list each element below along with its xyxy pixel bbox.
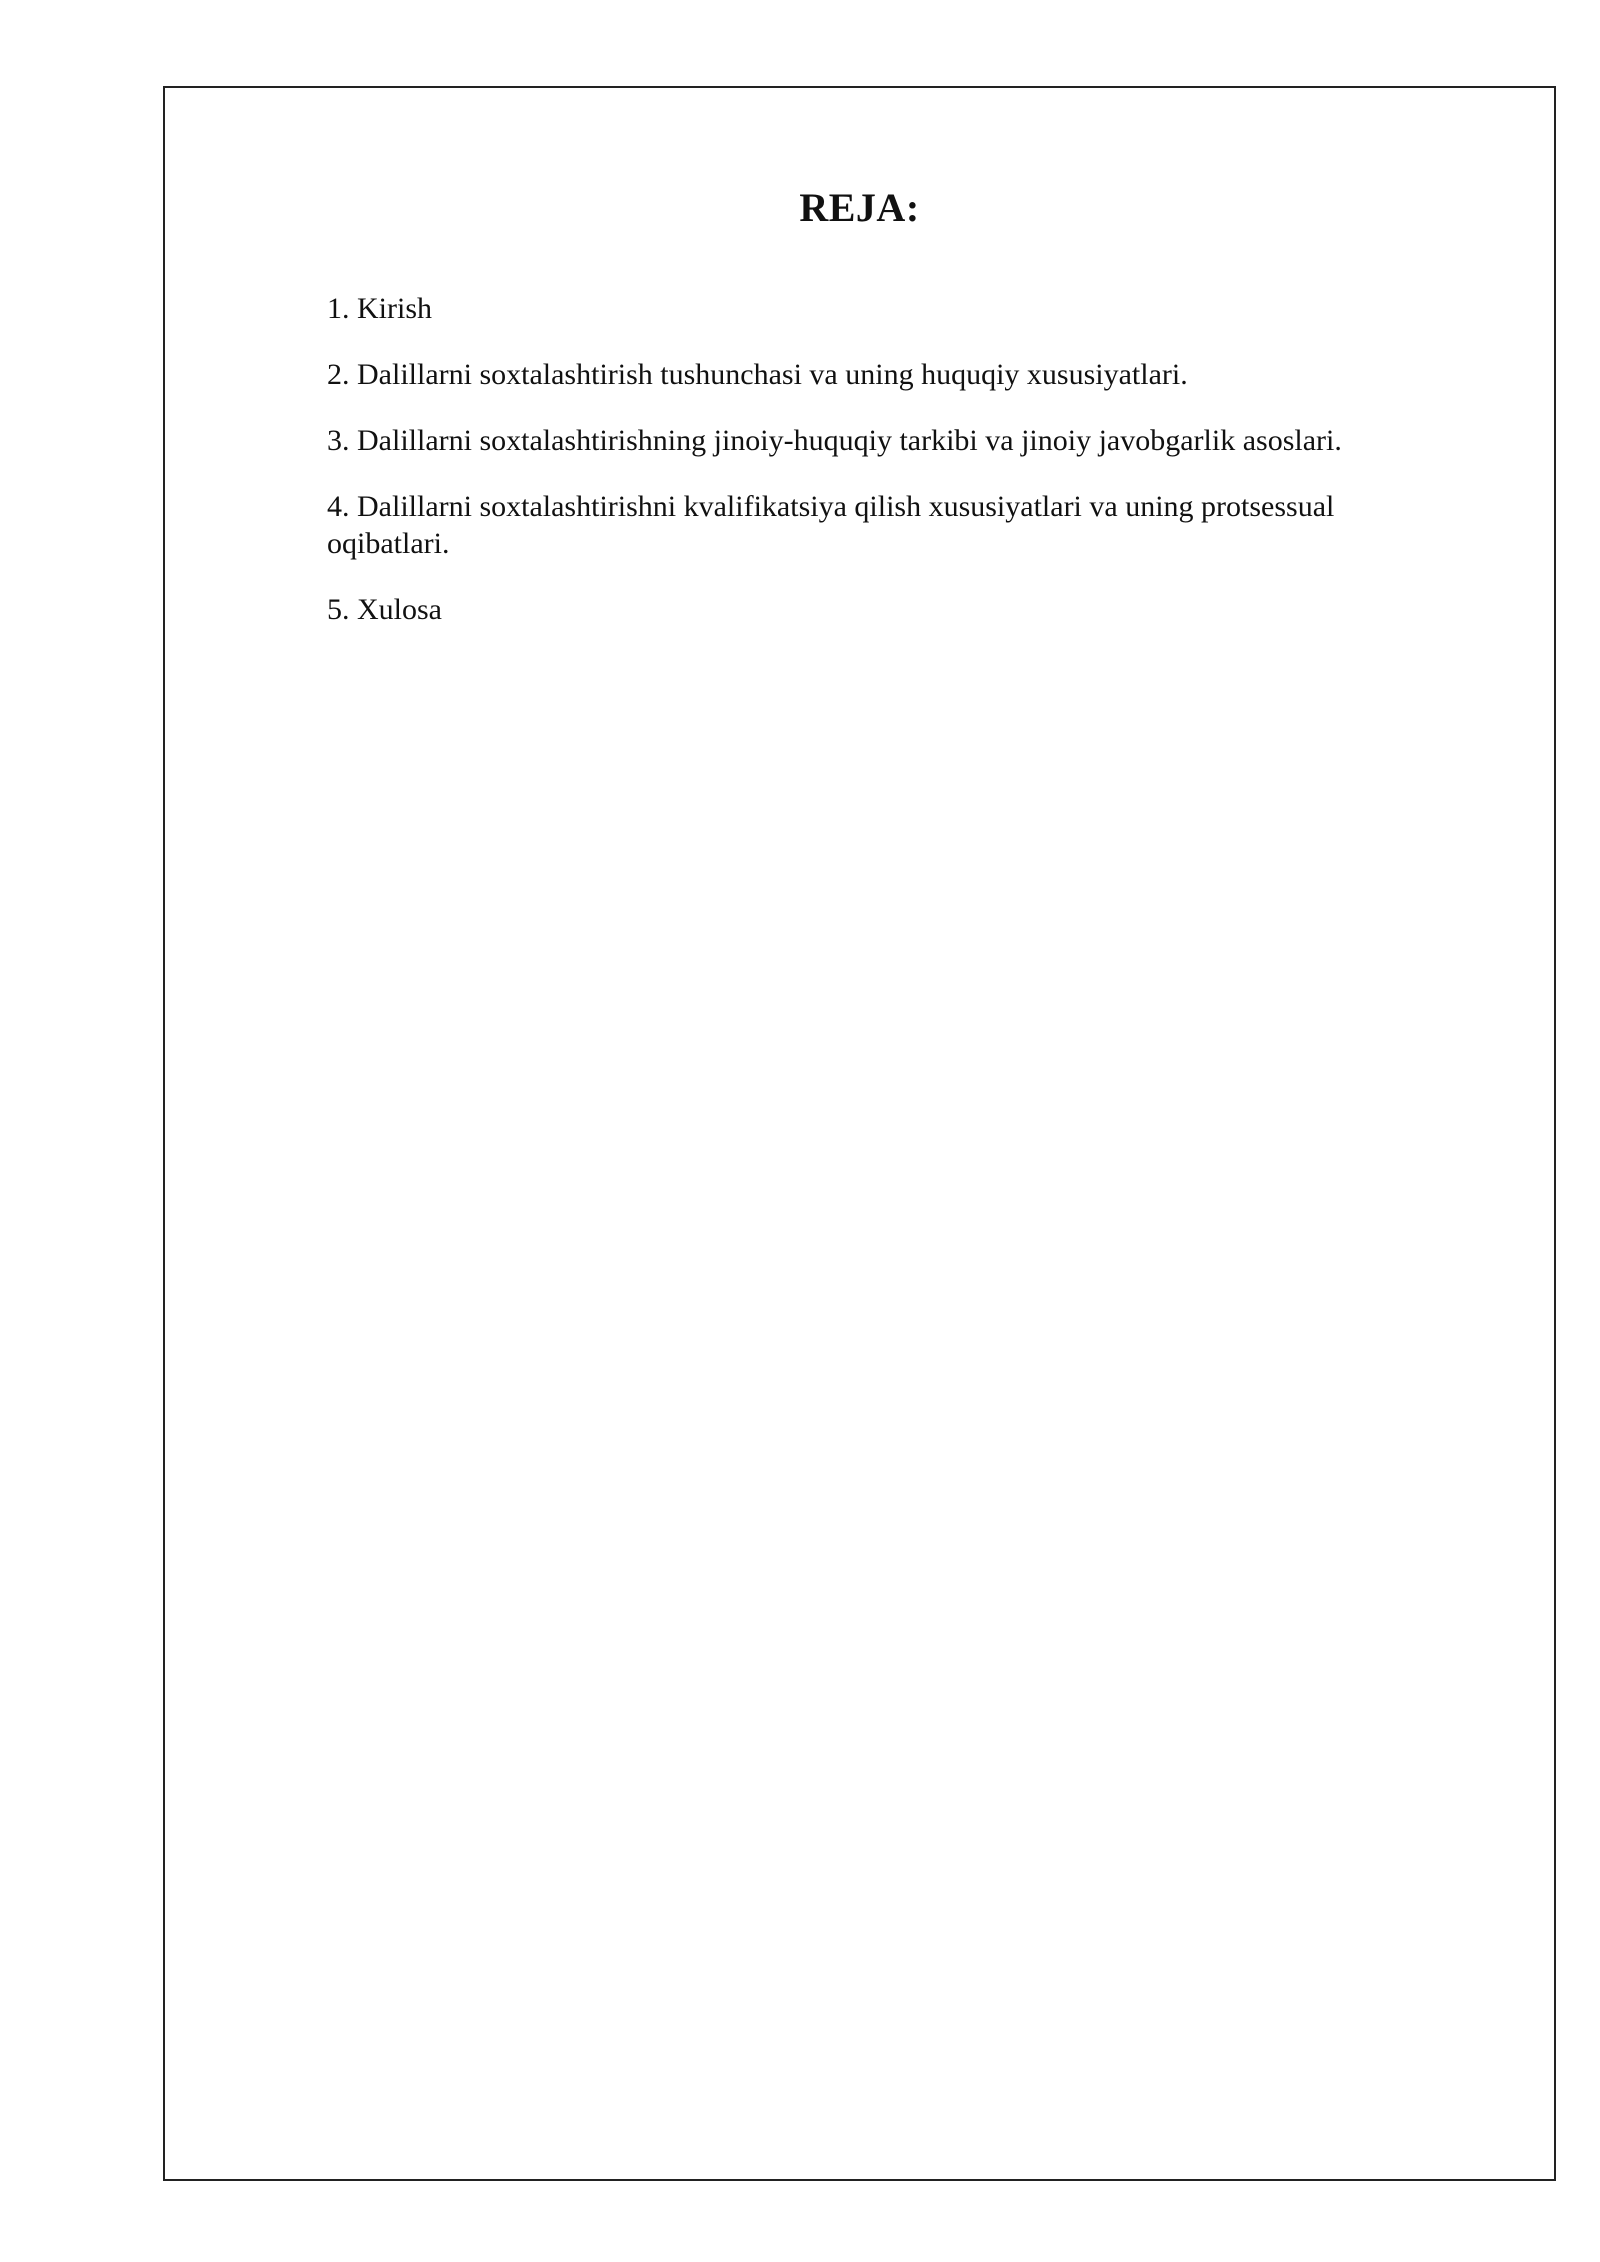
plan-item-composition: 3. Dalillarni soxtalashtirishning jinoiy-huquqiy tarkibi va jinoiy javobgarlik asoslari. (327, 424, 1342, 457)
plan-item-introduction: 1. Kirish (327, 292, 432, 325)
plan-item-qualification: 4. Dalillarni soxtalashtirishni kvalifikatsiya qilish xususiyatlari va uning protsessual oqibatlari. (327, 490, 1335, 560)
page-frame (163, 86, 1556, 2181)
plan-item-conclusion: 5. Xulosa (327, 593, 442, 626)
page-title: REJA: (799, 185, 920, 230)
plan-item-concept: 2. Dalillarni soxtalashtirish tushunchasi va uning huquqiy xususiyatlari. (327, 358, 1188, 391)
plan-list (327, 290, 1457, 657)
